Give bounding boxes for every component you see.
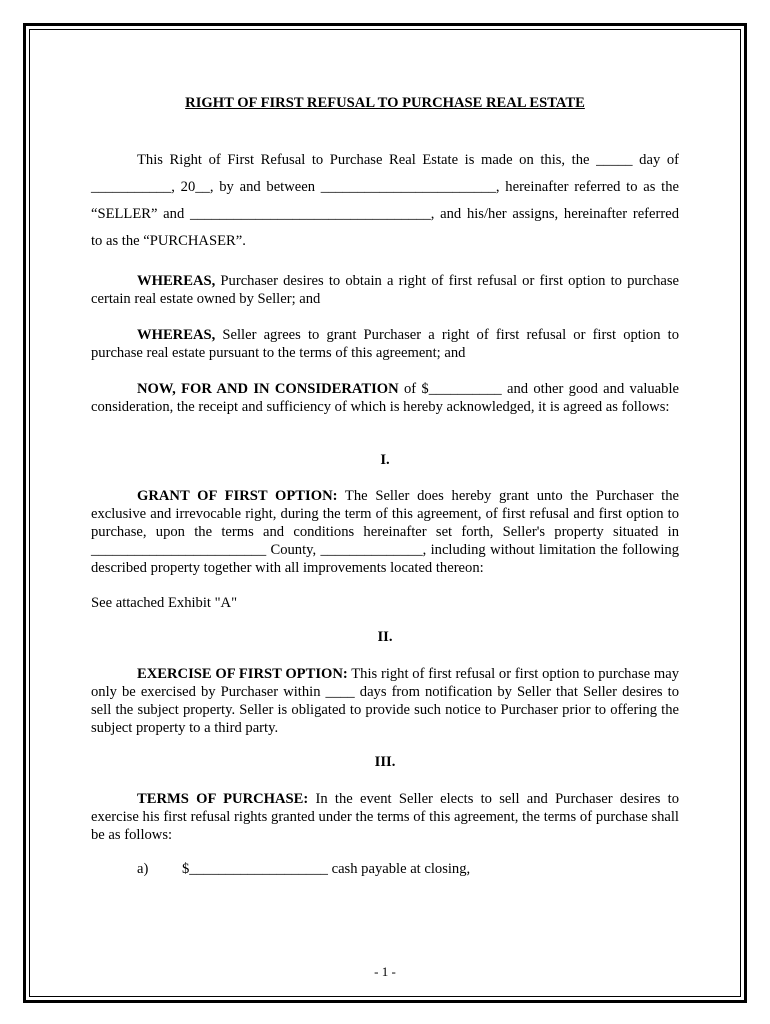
whereas-text-2: Seller agrees to grant Purchaser a right of first refusal or first option to purchase real estate pursuant to the terms of this agreement; and [91,327,679,361]
grant-lead: GRANT OF FIRST OPTION: [137,488,338,504]
intro-paragraph: This Right of First Refusal to Purchase Real Estate is made on this, the _____ day of ___________, 20__, by and between ________________________, hereinafter referred to as the “SELLER” and _________________________________, and his/her assigns, hereinafter referred to as the “PURCHASER”. [91,152,679,249]
whereas-text-1: Purchaser desires to obtain a right of first refusal or first option to purchase certain real estate owned by Seller; and [91,273,679,307]
whereas-lead-1: WHEREAS, [137,273,216,289]
exercise-lead: EXERCISE OF FIRST OPTION: [137,666,348,682]
exercise-text: This right of first refusal or first option to purchase may only be exercised by Purchaser within ____ days from notification by Seller that Seller desires to sell the subject property. Seller is obligated to provide such notice to Purchaser prior to offering the subject property to a third party. [91,666,679,736]
exercise-paragraph [91,665,679,737]
terms-lead: TERMS OF PURCHASE: [137,791,309,807]
exhibit-reference: See attached Exhibit "A" [91,595,238,611]
section-heading-3: III. [374,754,396,770]
whereas-paragraph-1 [91,272,679,308]
grant-text: The Seller does hereby grant unto the Purchaser the exclusive and irrevocable right, during the term of this agreement, of first refusal and first option to purchase, upon the terms and conditions hereinafter set forth, Seller's property situated in ________________________ County, ______________, including without limitation the following described property together with all improvements located thereon: [91,488,679,576]
section-heading-2: II. [377,629,393,645]
whereas-paragraph-2 [91,326,679,362]
terms-paragraph [91,790,679,844]
terms-text: In the event Seller elects to sell and Purchaser desires to exercise his first refusal rights granted under the terms of this agreement, the terms of purchase shall be as follows: [91,791,679,843]
list-item-label: a) [137,861,149,877]
grant-paragraph [91,487,679,577]
document-title: RIGHT OF FIRST REFUSAL TO PURCHASE REAL ESTATE [185,95,585,111]
consideration-text: of $__________ and other good and valuable consideration, the receipt and sufficiency of which is hereby acknowledged, it is agreed as follows: [91,381,679,415]
section-heading-1: I. [380,452,390,468]
list-item-text: $___________________ cash payable at closing, [182,861,471,877]
whereas-lead-2: WHEREAS, [137,327,216,343]
consideration-paragraph [91,380,679,416]
page-number: - 1 - [374,964,396,979]
consideration-lead: NOW, FOR AND IN CONSIDERATION [137,381,399,397]
